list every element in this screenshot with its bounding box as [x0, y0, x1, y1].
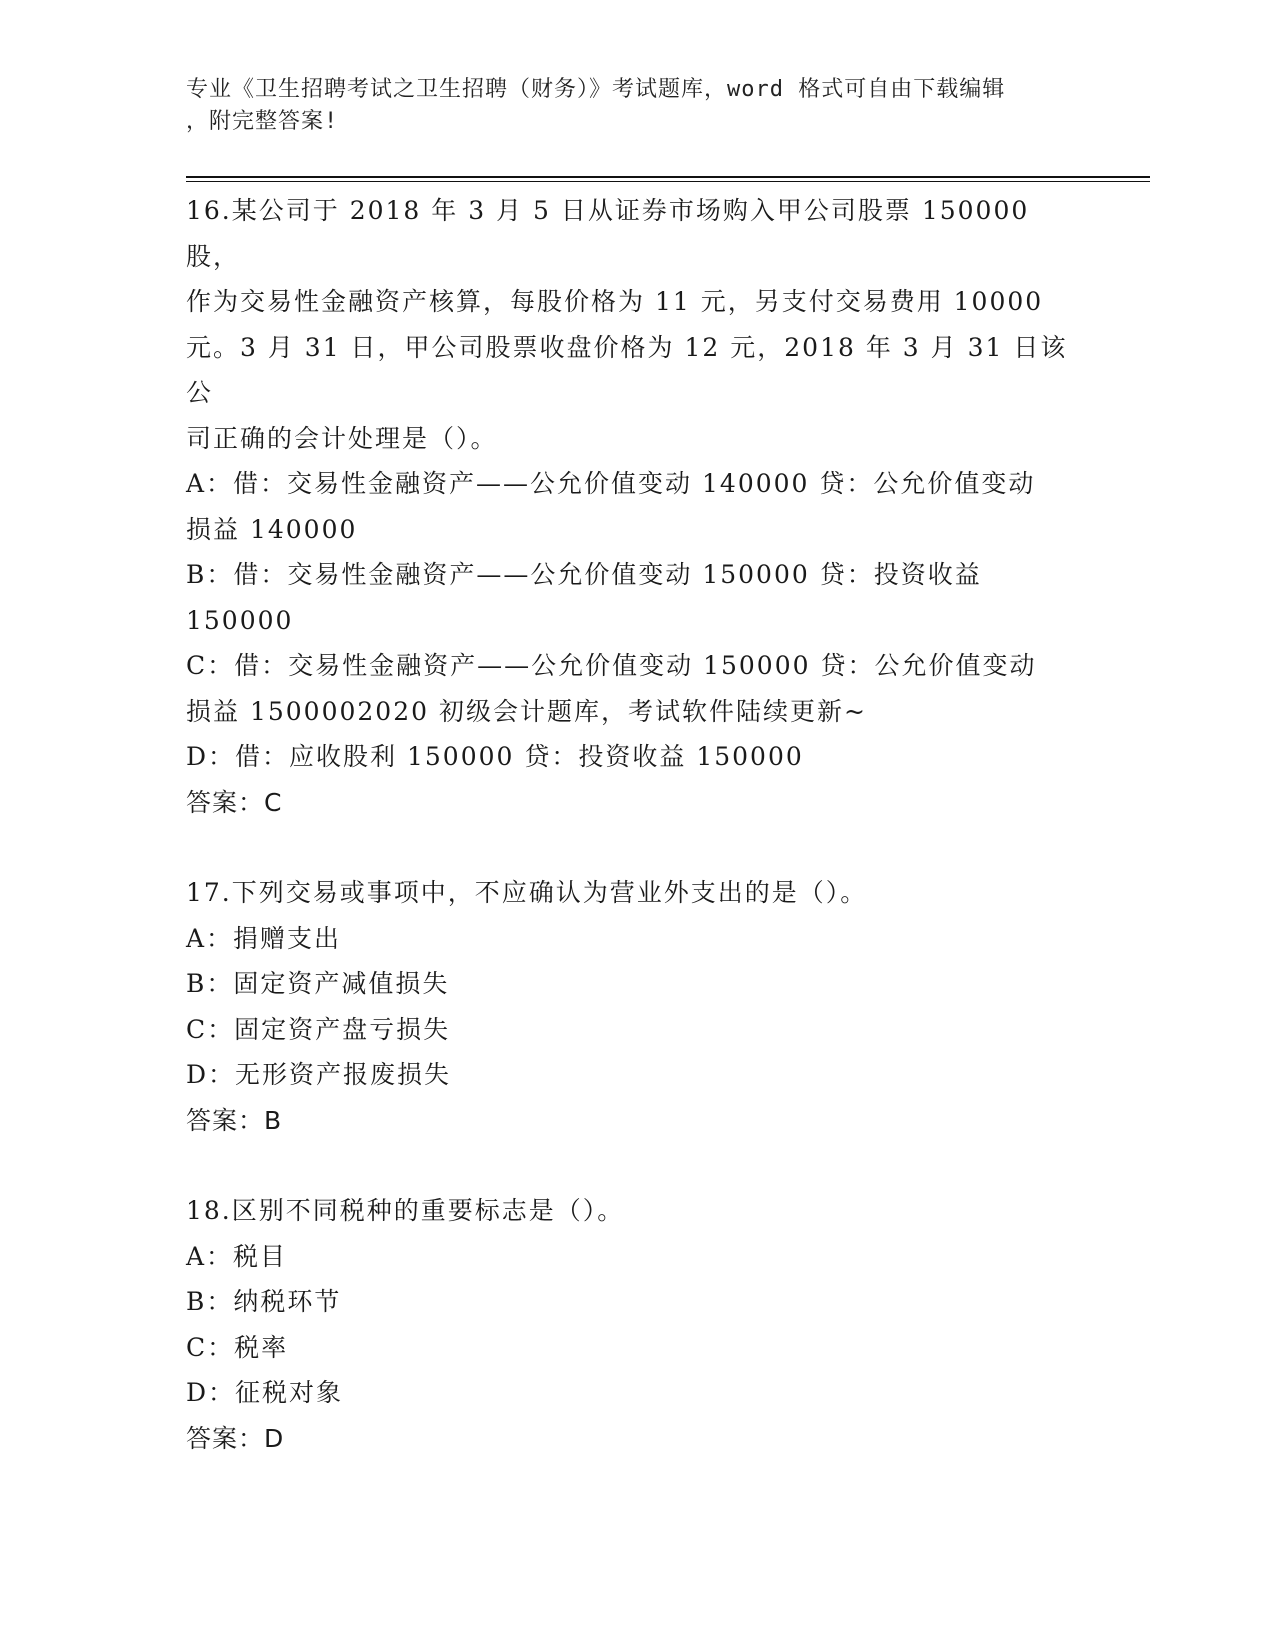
- option-d-line: D：无形资产报废损失: [186, 1060, 452, 1089]
- question-text-line: 16.某公司于 2018 年 3 月 5 日从证券市场购入甲公司股票 150000 股，: [186, 196, 1030, 271]
- option-a-line: A：捐赠支出: [186, 923, 342, 953]
- answer-18: 答案：D: [186, 1423, 285, 1453]
- question-text-line: 17.下列交易或事项中，不应确认为营业外支出的是（）。: [186, 878, 868, 907]
- question-16: [186, 188, 1086, 825]
- question-text-line: 作为交易性金融资产核算，每股价格为 11 元，另支付交易费用 10000: [186, 287, 1044, 316]
- option-c-line: 损益 1500002020 初级会计题库，考试软件陆续更新~: [186, 696, 867, 726]
- question-text-line: 元。3 月 31 日，甲公司股票收盘价格为 12 元，2018 年 3 月 31 日该公: [186, 332, 1068, 407]
- question-spacer: [186, 825, 1086, 870]
- question-text-line: 司正确的会计处理是（）。: [186, 423, 498, 453]
- option-c-line: C：税率: [186, 1332, 289, 1362]
- answer-17: 答案：B: [186, 1105, 283, 1135]
- question-list: [186, 188, 1086, 1461]
- option-a-line: A：借：交易性金融资产——公允价值变动 140000 贷：公允价值变动: [186, 469, 1036, 498]
- option-a-line: 损益 140000: [186, 514, 358, 544]
- option-b-line: B：固定资产减值损失: [186, 969, 450, 998]
- option-c-line: C：固定资产盘亏损失: [186, 1014, 451, 1044]
- option-b-line: B：纳税环节: [186, 1287, 342, 1316]
- question-spacer: [186, 1143, 1086, 1188]
- option-a-line: A：税目: [186, 1241, 288, 1271]
- question-17: [186, 870, 1086, 1143]
- document-header: [186, 74, 1066, 138]
- option-d-line: D：征税对象: [186, 1378, 344, 1407]
- option-d-line: D：借：应收股利 150000 贷：投资收益 150000: [186, 742, 804, 771]
- header-line-2: ，附完整答案!: [186, 109, 339, 134]
- option-b-line: B：借：交易性金融资产——公允价值变动 150000 贷：投资收益: [186, 560, 982, 589]
- question-18: [186, 1188, 1086, 1461]
- option-c-line: C：借：交易性金融资产——公允价值变动 150000 贷：公允价值变动: [186, 651, 1037, 680]
- answer-16: 答案：C: [186, 787, 283, 817]
- option-b-line: 150000: [186, 605, 294, 635]
- header-line-1: 专业《卫生招聘考试之卫生招聘（财务）》考试题库，word 格式可自由下载编辑: [186, 77, 1006, 102]
- question-text-line: 18.区别不同税种的重要标志是（）。: [186, 1196, 625, 1225]
- header-divider-thin: [186, 181, 1150, 182]
- header-divider-thick: [186, 176, 1150, 178]
